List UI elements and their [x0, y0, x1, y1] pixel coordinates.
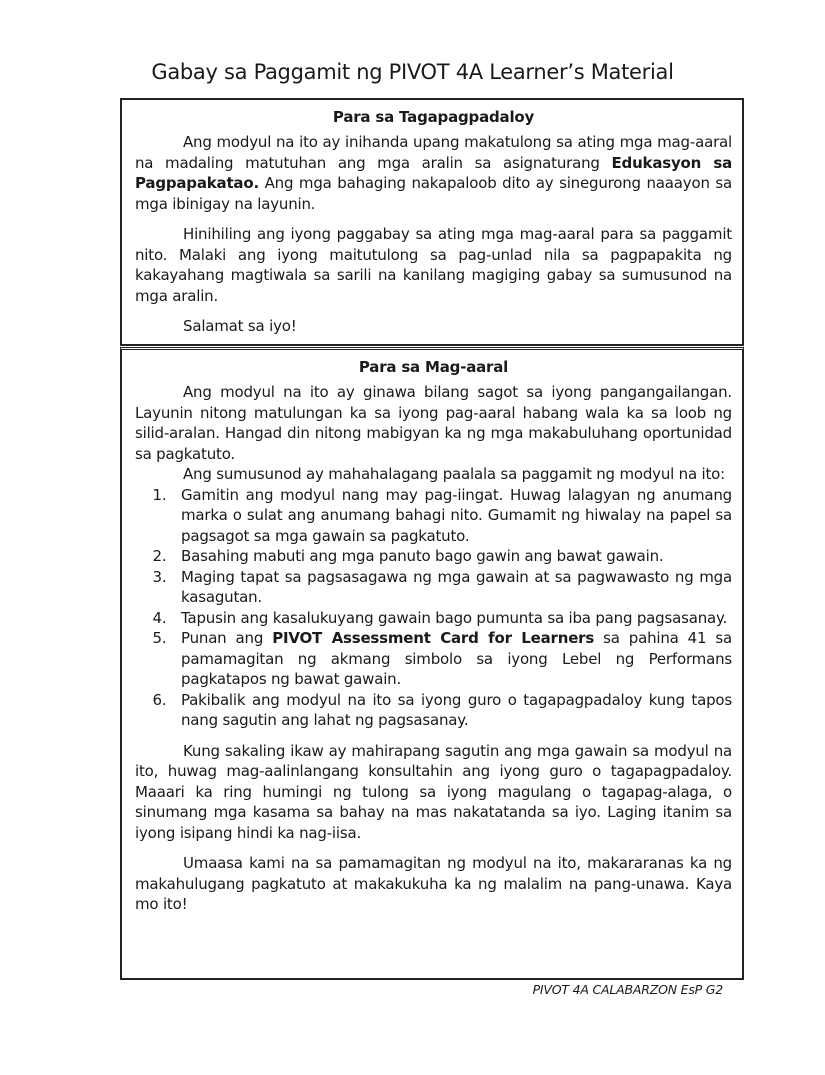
facilitator-paragraph-1 — [135, 132, 732, 214]
page-title: Gabay sa Paggamit ng PIVOT 4A Learner’s Material — [151, 60, 674, 84]
learner-paragraph-4: Umaasa kami na sa pamamagitan ng modyul na ito, makararanas ka ng makahulugang pagkatuto at makakukuha ka ng malalim na pang-unawa. Kaya mo ito! — [135, 854, 732, 913]
text: Ang mga bahaging nakapaloob dito ay sinegurong naaayon sa mga ibinigay na layunin. — [135, 174, 732, 213]
text: sa pahina 41 sa pamamagitan ng akmang simbolo sa iyong Lebel ng Performans pagkatapos ng bawat gawain. — [181, 629, 732, 688]
list-item: 1. Gamitin ang modyul nang may pag-iingat. Huwag lalagyan ng anumang marka o sulat ang anumang bahagi nito. Gumamit ng hiwalay na papel sa pagsagot sa mga gawain sa pagkatuto. — [171, 485, 732, 547]
facilitator-closing: Salamat sa iyo! — [183, 317, 297, 335]
learner-paragraph-1: Ang modyul na ito ay ginawa bilang sagot sa iyong pangangailangan. Layunin nitong matulungan ka sa iyong pag-aaral habang wala ka sa loob ng silid-aralan. Hangad din nitong mabigyan ka ng mga makabuluhang oportunidad sa pagkatuto. — [135, 383, 732, 463]
learner-paragraph-3: Kung sakaling ikaw ay mahirapang sagutin ang mga gawain sa modyul na ito, huwag mag-aalinlangang konsultahin ang iyong guro o tagapagpadaloy. Maaari ka ring humingi ng tulong sa iyong magulang o tagapag-alaga, o sinumang mga kasama sa bahay na mas nakatatanda sa iyo. Laging itanim sa iyong isipang hindi ka nag-iisa. — [135, 741, 732, 842]
facilitator-paragraph-2: Hinihiling ang iyong paggabay sa ating mga mag-aaral para sa paggamit nito. Malaki ang iyong maitutulong sa pag-unlad nila sa pagpapakita ng kakayahang magtiwala sa sarili na kanilang magiging gabay sa sumusunod na mga aralin. — [135, 225, 732, 305]
list-item — [171, 628, 732, 690]
list-item: 4. Tapusin ang kasalukuyang gawain bago pumunta sa iba pang pagsasanay. — [171, 608, 732, 629]
list-item: 3. Maging tapat sa pagsasagawa ng mga gawain at sa pagwawasto ng mga kasagutan. — [171, 567, 732, 608]
list-item: 2. Basahing mabuti ang mga panuto bago gawin ang bawat gawain. — [171, 546, 732, 567]
facilitator-section — [120, 98, 744, 346]
learner-heading: Para sa Mag-aaral — [358, 358, 509, 376]
text: Punan ang — [181, 629, 273, 647]
list-item: 6. Pakibalik ang modyul na ito sa iyong guro o tagapagpadaloy kung tapos nang sagutin ang lahat ng pagsasanay. — [171, 690, 732, 731]
facilitator-heading: Para sa Tagapagpadaloy — [332, 108, 535, 126]
subject-name: Edukasyon sa Pagpapakatao. — [135, 153, 732, 192]
reminders-list — [135, 485, 732, 731]
page-footer: PIVOT 4A CALABARZON EsP G2 — [532, 982, 723, 997]
learner-paragraph-2: Ang sumusunod ay mahahalagang paalala sa paggamit ng modyul na ito: — [183, 465, 726, 483]
text: Ang modyul na ito ay inihanda upang makatulong sa ating mga mag-aaral na madaling matutuhan ang mga aralin sa asignaturang — [135, 133, 732, 172]
assessment-card-name: PIVOT Assessment Card for Learners — [272, 629, 595, 647]
learner-section — [120, 347, 744, 980]
